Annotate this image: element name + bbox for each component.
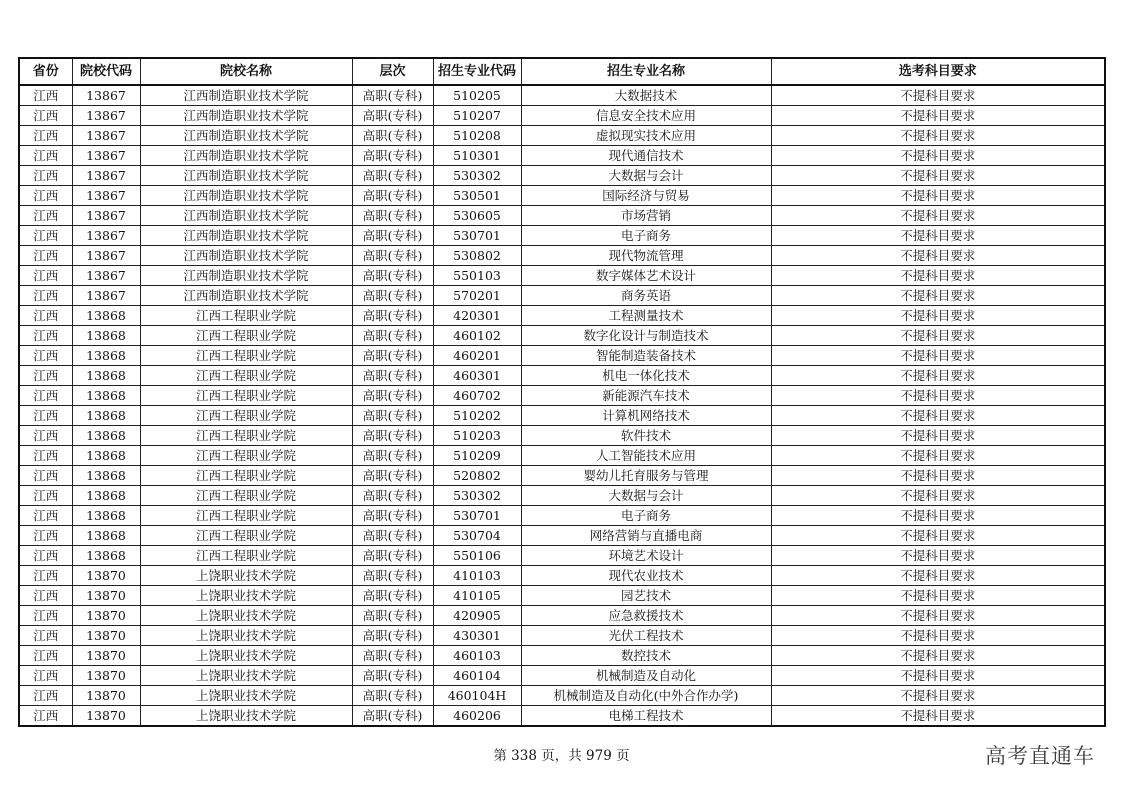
table-row (19, 626, 1105, 646)
cell-level: 高职(专科) (352, 626, 433, 646)
cell-province: 江西 (19, 366, 72, 386)
cell-major-code: 530302 (433, 486, 521, 506)
cell-major-code: 530802 (433, 246, 521, 266)
cell-subject-requirement: 不提科目要求 (771, 266, 1105, 286)
cell-level: 高职(专科) (352, 226, 433, 246)
cell-school-code: 13870 (72, 586, 140, 606)
table-row (19, 346, 1105, 366)
table-row (19, 106, 1105, 126)
cell-subject-requirement: 不提科目要求 (771, 466, 1105, 486)
table-row (19, 566, 1105, 586)
enrollment-table (18, 57, 1106, 727)
cell-school-code: 13867 (72, 126, 140, 146)
cell-level: 高职(专科) (352, 186, 433, 206)
cell-level: 高职(专科) (352, 166, 433, 186)
cell-major-name: 应急救援技术 (521, 606, 771, 626)
cell-subject-requirement: 不提科目要求 (771, 206, 1105, 226)
cell-school-name: 江西制造职业技术学院 (140, 246, 352, 266)
cell-level: 高职(专科) (352, 106, 433, 126)
cell-school-name: 江西工程职业学院 (140, 306, 352, 326)
cell-school-name: 江西工程职业学院 (140, 546, 352, 566)
cell-level: 高职(专科) (352, 346, 433, 366)
cell-major-code: 550106 (433, 546, 521, 566)
cell-level: 高职(专科) (352, 506, 433, 526)
cell-level: 高职(专科) (352, 486, 433, 506)
cell-major-code: 460206 (433, 706, 521, 727)
table-row (19, 85, 1105, 106)
cell-province: 江西 (19, 126, 72, 146)
cell-province: 江西 (19, 186, 72, 206)
cell-subject-requirement: 不提科目要求 (771, 526, 1105, 546)
cell-major-name: 大数据技术 (521, 85, 771, 106)
cell-level: 高职(专科) (352, 146, 433, 166)
cell-province: 江西 (19, 166, 72, 186)
cell-school-name: 江西制造职业技术学院 (140, 106, 352, 126)
cell-subject-requirement: 不提科目要求 (771, 566, 1105, 586)
cell-province: 江西 (19, 586, 72, 606)
cell-major-name: 商务英语 (521, 286, 771, 306)
cell-major-code: 460702 (433, 386, 521, 406)
cell-school-code: 13867 (72, 226, 140, 246)
cell-level: 高职(专科) (352, 326, 433, 346)
cell-major-code: 420905 (433, 606, 521, 626)
cell-subject-requirement: 不提科目要求 (771, 646, 1105, 666)
cell-province: 江西 (19, 346, 72, 366)
table-row (19, 246, 1105, 266)
table-row (19, 686, 1105, 706)
cell-subject-requirement: 不提科目要求 (771, 306, 1105, 326)
cell-school-code: 13870 (72, 606, 140, 626)
cell-subject-requirement: 不提科目要求 (771, 286, 1105, 306)
cell-subject-requirement: 不提科目要求 (771, 386, 1105, 406)
cell-school-code: 13868 (72, 386, 140, 406)
cell-school-code: 13867 (72, 166, 140, 186)
cell-major-code: 530501 (433, 186, 521, 206)
cell-subject-requirement: 不提科目要求 (771, 366, 1105, 386)
cell-school-code: 13868 (72, 506, 140, 526)
cell-major-name: 电梯工程技术 (521, 706, 771, 727)
cell-province: 江西 (19, 646, 72, 666)
table-row (19, 586, 1105, 606)
cell-school-name: 江西工程职业学院 (140, 346, 352, 366)
cell-school-name: 江西工程职业学院 (140, 486, 352, 506)
table-row (19, 526, 1105, 546)
cell-major-name: 机械制造及自动化(中外合作办学) (521, 686, 771, 706)
cell-level: 高职(专科) (352, 646, 433, 666)
cell-major-name: 人工智能技术应用 (521, 446, 771, 466)
cell-school-name: 江西制造职业技术学院 (140, 266, 352, 286)
header-school-name: 院校名称 (140, 58, 352, 85)
cell-school-code: 13868 (72, 326, 140, 346)
table-header-row (19, 58, 1105, 85)
cell-school-name: 江西工程职业学院 (140, 526, 352, 546)
cell-school-name: 江西工程职业学院 (140, 466, 352, 486)
cell-school-name: 上饶职业技术学院 (140, 706, 352, 727)
cell-major-name: 电子商务 (521, 506, 771, 526)
cell-school-code: 13868 (72, 426, 140, 446)
cell-major-name: 光伏工程技术 (521, 626, 771, 646)
cell-major-code: 460103 (433, 646, 521, 666)
cell-school-name: 江西工程职业学院 (140, 386, 352, 406)
cell-province: 江西 (19, 546, 72, 566)
cell-major-code: 460104 (433, 666, 521, 686)
cell-school-name: 江西制造职业技术学院 (140, 166, 352, 186)
cell-major-name: 环境艺术设计 (521, 546, 771, 566)
cell-school-name: 江西工程职业学院 (140, 406, 352, 426)
cell-province: 江西 (19, 85, 72, 106)
table-row (19, 446, 1105, 466)
cell-level: 高职(专科) (352, 566, 433, 586)
cell-level: 高职(专科) (352, 206, 433, 226)
cell-major-code: 510202 (433, 406, 521, 426)
cell-school-code: 13868 (72, 446, 140, 466)
cell-school-code: 13868 (72, 526, 140, 546)
cell-school-name: 江西工程职业学院 (140, 506, 352, 526)
cell-school-code: 13867 (72, 206, 140, 226)
table-row (19, 666, 1105, 686)
table-row (19, 226, 1105, 246)
cell-subject-requirement: 不提科目要求 (771, 85, 1105, 106)
cell-province: 江西 (19, 386, 72, 406)
cell-major-name: 计算机网络技术 (521, 406, 771, 426)
cell-province: 江西 (19, 706, 72, 727)
cell-school-name: 上饶职业技术学院 (140, 646, 352, 666)
cell-level: 高职(专科) (352, 266, 433, 286)
cell-major-code: 510205 (433, 85, 521, 106)
cell-level: 高职(专科) (352, 606, 433, 626)
cell-major-code: 460301 (433, 366, 521, 386)
cell-major-name: 现代农业技术 (521, 566, 771, 586)
cell-school-name: 江西制造职业技术学院 (140, 286, 352, 306)
cell-major-code: 510207 (433, 106, 521, 126)
cell-school-name: 江西制造职业技术学院 (140, 186, 352, 206)
cell-school-code: 13868 (72, 546, 140, 566)
cell-subject-requirement: 不提科目要求 (771, 226, 1105, 246)
table-body (19, 85, 1105, 726)
table-row (19, 326, 1105, 346)
cell-school-name: 江西工程职业学院 (140, 366, 352, 386)
cell-province: 江西 (19, 526, 72, 546)
cell-province: 江西 (19, 406, 72, 426)
cell-subject-requirement: 不提科目要求 (771, 546, 1105, 566)
table-row (19, 186, 1105, 206)
cell-subject-requirement: 不提科目要求 (771, 586, 1105, 606)
cell-major-name: 软件技术 (521, 426, 771, 446)
cell-subject-requirement: 不提科目要求 (771, 486, 1105, 506)
cell-major-name: 虚拟现实技术应用 (521, 126, 771, 146)
cell-school-code: 13870 (72, 706, 140, 727)
cell-province: 江西 (19, 626, 72, 646)
cell-major-code: 460201 (433, 346, 521, 366)
cell-major-code: 410105 (433, 586, 521, 606)
cell-level: 高职(专科) (352, 286, 433, 306)
cell-major-name: 信息安全技术应用 (521, 106, 771, 126)
cell-major-name: 婴幼儿托育服务与管理 (521, 466, 771, 486)
table-row (19, 206, 1105, 226)
cell-subject-requirement: 不提科目要求 (771, 626, 1105, 646)
header-major-name: 招生专业名称 (521, 58, 771, 85)
cell-level: 高职(专科) (352, 406, 433, 426)
cell-major-code: 520802 (433, 466, 521, 486)
cell-major-code: 420301 (433, 306, 521, 326)
cell-school-code: 13870 (72, 646, 140, 666)
cell-subject-requirement: 不提科目要求 (771, 146, 1105, 166)
cell-province: 江西 (19, 146, 72, 166)
cell-school-name: 上饶职业技术学院 (140, 626, 352, 646)
cell-subject-requirement: 不提科目要求 (771, 166, 1105, 186)
cell-major-name: 大数据与会计 (521, 166, 771, 186)
cell-province: 江西 (19, 106, 72, 126)
cell-school-code: 13867 (72, 266, 140, 286)
cell-school-name: 上饶职业技术学院 (140, 566, 352, 586)
cell-subject-requirement: 不提科目要求 (771, 426, 1105, 446)
table-row (19, 486, 1105, 506)
cell-level: 高职(专科) (352, 386, 433, 406)
cell-major-code: 550103 (433, 266, 521, 286)
cell-subject-requirement: 不提科目要求 (771, 346, 1105, 366)
cell-major-code: 530701 (433, 506, 521, 526)
table-row (19, 506, 1105, 526)
header-school-code: 院校代码 (72, 58, 140, 85)
cell-major-name: 机电一体化技术 (521, 366, 771, 386)
cell-major-code: 460102 (433, 326, 521, 346)
cell-subject-requirement: 不提科目要求 (771, 666, 1105, 686)
cell-province: 江西 (19, 446, 72, 466)
cell-major-name: 数字化设计与制造技术 (521, 326, 771, 346)
cell-province: 江西 (19, 246, 72, 266)
cell-level: 高职(专科) (352, 446, 433, 466)
cell-school-code: 13868 (72, 486, 140, 506)
cell-level: 高职(专科) (352, 666, 433, 686)
cell-major-name: 机械制造及自动化 (521, 666, 771, 686)
cell-major-name: 现代物流管理 (521, 246, 771, 266)
table-row (19, 366, 1105, 386)
cell-school-code: 13870 (72, 686, 140, 706)
cell-subject-requirement: 不提科目要求 (771, 186, 1105, 206)
cell-school-name: 江西制造职业技术学院 (140, 146, 352, 166)
cell-major-name: 新能源汽车技术 (521, 386, 771, 406)
cell-school-name: 江西工程职业学院 (140, 426, 352, 446)
cell-level: 高职(专科) (352, 686, 433, 706)
header-major-code: 招生专业代码 (433, 58, 521, 85)
cell-school-name: 上饶职业技术学院 (140, 666, 352, 686)
cell-major-name: 智能制造装备技术 (521, 346, 771, 366)
cell-school-code: 13867 (72, 286, 140, 306)
table-row (19, 546, 1105, 566)
header-level: 层次 (352, 58, 433, 85)
table-row (19, 146, 1105, 166)
cell-school-code: 13867 (72, 106, 140, 126)
cell-province: 江西 (19, 326, 72, 346)
cell-school-code: 13870 (72, 566, 140, 586)
cell-major-name: 工程测量技术 (521, 306, 771, 326)
cell-level: 高职(专科) (352, 466, 433, 486)
cell-level: 高职(专科) (352, 85, 433, 106)
watermark-logo-text: 高考直通车 (985, 744, 1095, 768)
cell-province: 江西 (19, 266, 72, 286)
table-row (19, 706, 1105, 727)
cell-level: 高职(专科) (352, 306, 433, 326)
table-row (19, 166, 1105, 186)
cell-province: 江西 (19, 426, 72, 446)
cell-major-name: 国际经济与贸易 (521, 186, 771, 206)
table-row (19, 126, 1105, 146)
cell-school-name: 江西制造职业技术学院 (140, 206, 352, 226)
cell-major-code: 510301 (433, 146, 521, 166)
cell-major-name: 数控技术 (521, 646, 771, 666)
cell-major-code: 510203 (433, 426, 521, 446)
cell-school-code: 13867 (72, 186, 140, 206)
cell-major-name: 园艺技术 (521, 586, 771, 606)
table-row (19, 286, 1105, 306)
cell-level: 高职(专科) (352, 546, 433, 566)
cell-major-name: 数字媒体艺术设计 (521, 266, 771, 286)
table-row (19, 466, 1105, 486)
cell-school-name: 江西制造职业技术学院 (140, 126, 352, 146)
cell-province: 江西 (19, 206, 72, 226)
cell-level: 高职(专科) (352, 526, 433, 546)
cell-major-name: 电子商务 (521, 226, 771, 246)
cell-major-code: 530701 (433, 226, 521, 246)
cell-school-code: 13867 (72, 85, 140, 106)
cell-subject-requirement: 不提科目要求 (771, 406, 1105, 426)
cell-major-name: 市场营销 (521, 206, 771, 226)
cell-major-name: 大数据与会计 (521, 486, 771, 506)
cell-level: 高职(专科) (352, 706, 433, 727)
cell-school-code: 13868 (72, 366, 140, 386)
cell-level: 高职(专科) (352, 126, 433, 146)
cell-province: 江西 (19, 686, 72, 706)
header-province: 省份 (19, 58, 72, 85)
cell-school-code: 13868 (72, 306, 140, 326)
cell-province: 江西 (19, 506, 72, 526)
table-row (19, 606, 1105, 626)
cell-school-name: 江西制造职业技术学院 (140, 85, 352, 106)
cell-province: 江西 (19, 306, 72, 326)
cell-level: 高职(专科) (352, 246, 433, 266)
cell-subject-requirement: 不提科目要求 (771, 686, 1105, 706)
cell-major-code: 410103 (433, 566, 521, 586)
cell-school-name: 上饶职业技术学院 (140, 686, 352, 706)
cell-subject-requirement: 不提科目要求 (771, 606, 1105, 626)
cell-school-code: 13870 (72, 666, 140, 686)
cell-major-code: 430301 (433, 626, 521, 646)
cell-major-code: 530302 (433, 166, 521, 186)
cell-major-name: 现代通信技术 (521, 146, 771, 166)
cell-province: 江西 (19, 466, 72, 486)
table-row (19, 646, 1105, 666)
cell-major-code: 530704 (433, 526, 521, 546)
cell-major-name: 网络营销与直播电商 (521, 526, 771, 546)
cell-level: 高职(专科) (352, 366, 433, 386)
cell-level: 高职(专科) (352, 426, 433, 446)
cell-subject-requirement: 不提科目要求 (771, 106, 1105, 126)
cell-school-name: 江西制造职业技术学院 (140, 226, 352, 246)
cell-province: 江西 (19, 286, 72, 306)
cell-school-name: 上饶职业技术学院 (140, 586, 352, 606)
cell-school-name: 上饶职业技术学院 (140, 606, 352, 626)
table-row (19, 266, 1105, 286)
cell-subject-requirement: 不提科目要求 (771, 126, 1105, 146)
table-row (19, 306, 1105, 326)
table-row (19, 406, 1105, 426)
cell-level: 高职(专科) (352, 586, 433, 606)
cell-school-code: 13868 (72, 346, 140, 366)
table-row (19, 426, 1105, 446)
cell-major-code: 510208 (433, 126, 521, 146)
cell-subject-requirement: 不提科目要求 (771, 446, 1105, 466)
cell-subject-requirement: 不提科目要求 (771, 326, 1105, 346)
cell-subject-requirement: 不提科目要求 (771, 246, 1105, 266)
cell-province: 江西 (19, 666, 72, 686)
cell-province: 江西 (19, 226, 72, 246)
cell-subject-requirement: 不提科目要求 (771, 706, 1105, 727)
cell-province: 江西 (19, 566, 72, 586)
cell-major-code: 460104H (433, 686, 521, 706)
table-row (19, 386, 1105, 406)
cell-school-name: 江西工程职业学院 (140, 446, 352, 466)
cell-province: 江西 (19, 486, 72, 506)
cell-school-code: 13867 (72, 146, 140, 166)
cell-school-name: 江西工程职业学院 (140, 326, 352, 346)
cell-school-code: 13868 (72, 406, 140, 426)
cell-major-code: 570201 (433, 286, 521, 306)
cell-major-code: 530605 (433, 206, 521, 226)
cell-school-code: 13870 (72, 626, 140, 646)
cell-major-code: 510209 (433, 446, 521, 466)
cell-province: 江西 (19, 606, 72, 626)
header-subject-requirement: 选考科目要求 (771, 58, 1105, 85)
page-number: 第 338 页，共 979 页 (493, 748, 630, 764)
cell-school-code: 13868 (72, 466, 140, 486)
cell-school-code: 13867 (72, 246, 140, 266)
cell-subject-requirement: 不提科目要求 (771, 506, 1105, 526)
